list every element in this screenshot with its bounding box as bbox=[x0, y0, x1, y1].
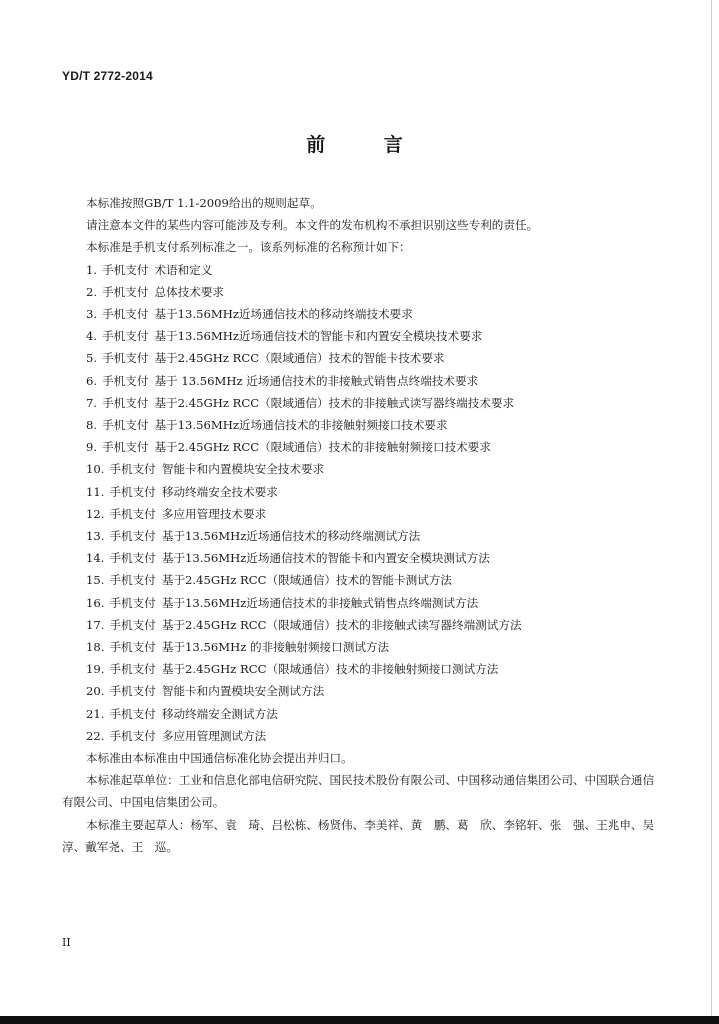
list-item-number: 5. bbox=[86, 351, 98, 366]
list-item bbox=[62, 481, 662, 503]
list-item-series: 手机支付 bbox=[102, 373, 149, 388]
list-item bbox=[62, 458, 662, 480]
list-item bbox=[62, 680, 662, 702]
list-item-series: 手机支付 bbox=[109, 728, 156, 743]
list-item-series: 手机支付 bbox=[102, 307, 149, 322]
list-item-title: 基于2.45GHz RCC（限域通信）技术的智能卡技术要求 bbox=[154, 351, 445, 366]
list-item-series: 手机支付 bbox=[102, 418, 149, 433]
list-item-series: 手机支付 bbox=[109, 529, 156, 544]
list-item bbox=[62, 658, 662, 680]
list-item-number: 20. bbox=[86, 684, 105, 699]
list-item-number: 18. bbox=[86, 640, 105, 655]
list-item-series: 手机支付 bbox=[109, 506, 156, 521]
list-item-title: 总体技术要求 bbox=[154, 284, 225, 299]
list-item-series: 手机支付 bbox=[102, 440, 149, 455]
list-item-title: 多应用管理测试方法 bbox=[161, 728, 267, 743]
list-item bbox=[62, 614, 662, 636]
list-item-series: 手机支付 bbox=[102, 262, 149, 277]
list-item-title: 基于13.56MHz近场通信技术的移动终端技术要求 bbox=[154, 307, 413, 322]
list-item-series: 手机支付 bbox=[102, 395, 149, 410]
list-item bbox=[62, 592, 662, 614]
list-item-title: 智能卡和内置模块安全技术要求 bbox=[161, 462, 325, 477]
list-item bbox=[62, 436, 662, 458]
list-item bbox=[62, 392, 662, 414]
list-item-series: 手机支付 bbox=[109, 706, 156, 721]
list-item-title: 基于2.45GHz RCC（限域通信）技术的非接触式读写器终端测试方法 bbox=[161, 617, 522, 632]
list-item-number: 21. bbox=[86, 706, 105, 721]
scan-bottom-band bbox=[0, 1016, 719, 1024]
list-item-series: 手机支付 bbox=[102, 284, 149, 299]
list-item bbox=[62, 347, 662, 369]
list-item bbox=[62, 325, 662, 347]
intro-paragraph: 本标准是手机支付系列标准之一。该系列标准的名称预计如下： bbox=[86, 240, 411, 255]
list-item-number: 19. bbox=[86, 662, 105, 677]
list-item-title: 基于13.56MHz近场通信技术的智能卡和内置安全模块测试方法 bbox=[161, 551, 490, 566]
list-item-number: 22. bbox=[86, 728, 105, 743]
list-item-number: 6. bbox=[86, 373, 98, 388]
standard-id: YD/T 2772-2014 bbox=[62, 69, 153, 83]
list-item-number: 13. bbox=[86, 529, 105, 544]
drafters-paragraph: 本标准主要起草人：杨军、袁 琦、吕松栋、杨贤伟、李美祥、黄 鹏、葛 欣、李铭轩、张 强、王兆申、吴 淳、戴军尧、王 巡。 bbox=[62, 817, 666, 854]
drafting-units-paragraph: 本标准起草单位：工业和信息化部电信研究院、国民技术股份有限公司、中国移动通信集团公司、中国联合通信有限公司、中国电信集团公司。 bbox=[62, 773, 655, 810]
list-item-series: 手机支付 bbox=[102, 351, 149, 366]
list-item-series: 手机支付 bbox=[109, 640, 156, 655]
list-item-title: 基于2.45GHz RCC（限域通信）技术的非接触射频接口测试方法 bbox=[161, 662, 499, 677]
list-item bbox=[62, 303, 662, 325]
list-item bbox=[62, 547, 662, 569]
page-title: 前 言 bbox=[306, 134, 429, 156]
list-item-number: 3. bbox=[86, 307, 98, 322]
list-item-series: 手机支付 bbox=[109, 595, 156, 610]
intro-paragraph: 请注意本文件的某些内容可能涉及专利。本文件的发布机构不承担识别这些专利的责任。 bbox=[86, 218, 539, 233]
list-item-title: 多应用管理技术要求 bbox=[161, 506, 267, 521]
list-item-series: 手机支付 bbox=[109, 484, 156, 499]
list-item-title: 术语和定义 bbox=[154, 262, 213, 277]
list-item bbox=[62, 569, 662, 591]
list-item-title: 基于13.56MHz近场通信技术的智能卡和内置安全模块技术要求 bbox=[154, 329, 483, 344]
list-item-series: 手机支付 bbox=[109, 662, 156, 677]
list-item-title: 基于2.45GHz RCC（限域通信）技术的非接触式读写器终端技术要求 bbox=[154, 395, 515, 410]
list-item-title: 基于2.45GHz RCC（限域通信）技术的智能卡测试方法 bbox=[161, 573, 452, 588]
list-item-series: 手机支付 bbox=[109, 551, 156, 566]
list-item-title: 基于13.56MHz 的非接触射频接口测试方法 bbox=[161, 640, 390, 655]
page-edge-line bbox=[711, 0, 712, 1024]
list-item bbox=[62, 725, 662, 747]
list-item-series: 手机支付 bbox=[109, 573, 156, 588]
list-item-number: 10. bbox=[86, 462, 105, 477]
list-item-number: 12. bbox=[86, 506, 105, 521]
list-item bbox=[62, 503, 662, 525]
list-item-number: 4. bbox=[86, 329, 98, 344]
list-item-number: 1. bbox=[86, 262, 98, 277]
list-item-number: 2. bbox=[86, 284, 98, 299]
list-item-number: 8. bbox=[86, 418, 98, 433]
list-item bbox=[62, 525, 662, 547]
list-item bbox=[62, 703, 662, 725]
list-item-title: 基于13.56MHz近场通信技术的非接触式销售点终端测试方法 bbox=[161, 595, 479, 610]
list-item-series: 手机支付 bbox=[102, 329, 149, 344]
list-item-title: 移动终端安全技术要求 bbox=[161, 484, 278, 499]
list-item-number: 7. bbox=[86, 395, 98, 410]
list-item-title: 移动终端安全测试方法 bbox=[161, 706, 278, 721]
list-item bbox=[62, 281, 662, 303]
list-item-number: 15. bbox=[86, 573, 105, 588]
foreword-body bbox=[62, 192, 666, 858]
intro-paragraph: 本标准按照GB/T 1.1-2009给出的规则起草。 bbox=[86, 196, 322, 210]
list-item-title: 基于2.45GHz RCC（限域通信）技术的非接触射频接口技术要求 bbox=[154, 440, 491, 455]
page-number: II bbox=[62, 936, 71, 949]
list-item-title: 基于13.56MHz近场通信技术的移动终端测试方法 bbox=[161, 529, 421, 544]
list-item bbox=[62, 259, 662, 281]
list-item-number: 9. bbox=[86, 440, 98, 455]
list-item bbox=[62, 636, 662, 658]
series-standards-list bbox=[62, 259, 662, 747]
list-item-series: 手机支付 bbox=[109, 684, 156, 699]
list-item-number: 11. bbox=[86, 484, 105, 499]
list-item-number: 14. bbox=[86, 551, 105, 566]
list-item-title: 智能卡和内置模块安全测试方法 bbox=[161, 684, 325, 699]
proposer-paragraph: 本标准由本标准由中国通信标准化协会提出并归口。 bbox=[86, 751, 353, 766]
list-item-series: 手机支付 bbox=[109, 617, 156, 632]
list-item-number: 16. bbox=[86, 595, 105, 610]
list-item-series: 手机支付 bbox=[109, 462, 156, 477]
list-item-number: 17. bbox=[86, 617, 105, 632]
list-item-title: 基于 13.56MHz 近场通信技术的非接触式销售点终端技术要求 bbox=[154, 373, 479, 388]
list-item bbox=[62, 370, 662, 392]
list-item-title: 基于13.56MHz近场通信技术的非接触射频接口技术要求 bbox=[154, 418, 448, 433]
list-item bbox=[62, 414, 662, 436]
